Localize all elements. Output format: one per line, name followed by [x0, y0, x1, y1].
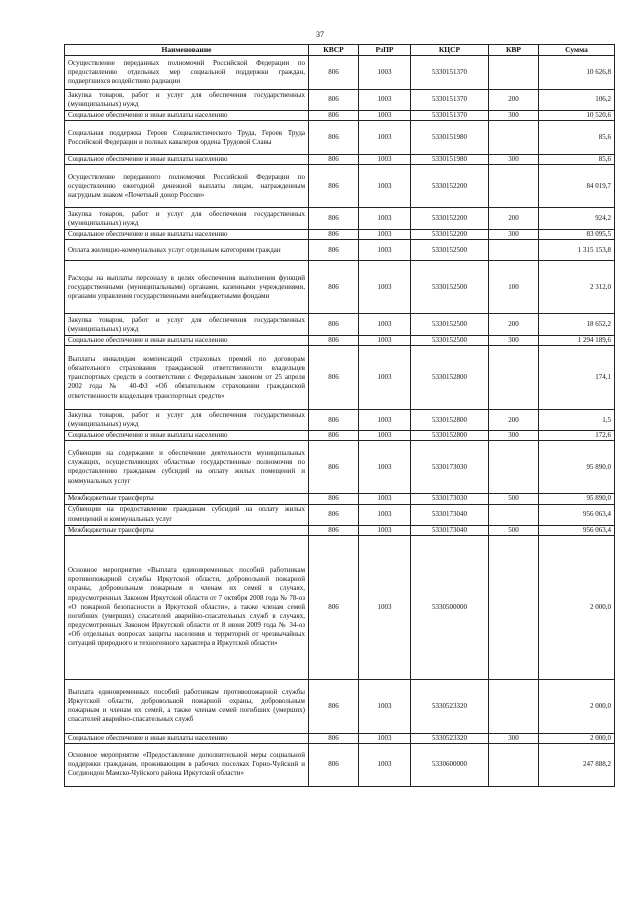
cell-sum: 10 520,6	[539, 111, 615, 121]
cell-kcsr: 5330523320	[411, 679, 489, 733]
cell-kvr	[489, 56, 539, 90]
table-row	[65, 230, 615, 240]
cell-rzpr: 1003	[359, 431, 411, 441]
cell-name: Расходы на выплаты персоналу в целях обеспечения выполнения функций государственными (муниципальными) органами, казенными учреждениями, органами управления государственными внебюджетными фондами	[65, 261, 309, 314]
cell-kcsr: 5330173030	[411, 441, 489, 494]
cell-kcsr: 5330152500	[411, 314, 489, 336]
table-row	[65, 733, 615, 743]
table-row	[65, 679, 615, 733]
cell-kvr: 200	[489, 410, 539, 431]
cell-name: Основное мероприятие «Выплата единовременных пособий работникам противопожарной службы Иркутской области, добровольной пожарной охраны, добровольным пожарным и членам их семей в случаях, предусмотренных Законом Иркутской области от 7 октября 2008 года № 78-оз «О пожарной безопасности в Иркутской области», а также членам семей погибших (умерших) спасателей аварийно-спасательных служб в случаях, предусмотренных Законом Иркутской области от 8 июня 2009 года № 34-оз «Об отдельных вопросах защиты населения и территорий от чрезвычайных ситуаций природного и техногенного характера в Иркутской области»	[65, 535, 309, 679]
cell-rzpr: 1003	[359, 240, 411, 261]
cell-kvsr: 806	[309, 240, 359, 261]
cell-sum: 174,1	[539, 346, 615, 410]
cell-kvr: 300	[489, 733, 539, 743]
cell-kvsr: 806	[309, 441, 359, 494]
cell-kvr	[489, 165, 539, 208]
header-kvsr: КВСР	[309, 45, 359, 56]
table-row	[65, 504, 615, 525]
cell-name: Закупка товаров, работ и услуг для обеспечения государственных (муниципальных) нужд	[65, 208, 309, 230]
cell-name: Социальное обеспечение и иные выплаты населению	[65, 733, 309, 743]
cell-kcsr: 5330151370	[411, 111, 489, 121]
table-row	[65, 165, 615, 208]
cell-sum: 10 626,8	[539, 56, 615, 90]
cell-name: Закупка товаров, работ и услуг для обеспечения государственных (муниципальных) нужд	[65, 314, 309, 336]
cell-kvr	[489, 121, 539, 155]
cell-kvr	[489, 441, 539, 494]
cell-rzpr: 1003	[359, 441, 411, 494]
cell-name: Выплата единовременных пособий работникам противопожарной службы Иркутской области, добровольной пожарной охраны, добровольным пожарным и членам их семей, а также членам семей погибших (умерших) спасателей аварийно-спасательных служб	[65, 679, 309, 733]
cell-name: Субвенции на предоставление гражданам субсидий на оплату жилых помещений и коммунальных услуг	[65, 504, 309, 525]
budget-table	[64, 44, 615, 787]
cell-name: Социальная поддержка Героев Социалистического Труда, Героев Труда Российской Федерации и полных кавалеров ордена Трудовой Славы	[65, 121, 309, 155]
cell-name: Межбюджетные трансферты	[65, 494, 309, 504]
cell-kvsr: 806	[309, 230, 359, 240]
cell-rzpr: 1003	[359, 56, 411, 90]
table-row	[65, 441, 615, 494]
cell-rzpr: 1003	[359, 230, 411, 240]
cell-kvsr: 806	[309, 90, 359, 111]
cell-rzpr: 1003	[359, 535, 411, 679]
table-header-row	[65, 45, 615, 56]
cell-kcsr: 5330173040	[411, 504, 489, 525]
cell-name: Осуществление переданных полномочий Российской Федерации по предоставлению отдельных мер социальной поддержки граждан, подвергшихся воздействию радиации	[65, 56, 309, 90]
cell-sum: 956 063,4	[539, 525, 615, 535]
cell-sum: 2 000,0	[539, 535, 615, 679]
cell-sum: 172,6	[539, 431, 615, 441]
cell-sum: 1,5	[539, 410, 615, 431]
cell-kvr: 300	[489, 336, 539, 346]
cell-kvr	[489, 504, 539, 525]
table-row	[65, 336, 615, 346]
cell-rzpr: 1003	[359, 208, 411, 230]
table-body	[65, 56, 615, 787]
cell-kvsr: 806	[309, 208, 359, 230]
table-row	[65, 240, 615, 261]
cell-rzpr: 1003	[359, 155, 411, 165]
cell-kcsr: 5330151370	[411, 90, 489, 111]
cell-kvsr: 806	[309, 679, 359, 733]
cell-kvr	[489, 743, 539, 786]
cell-kvr: 200	[489, 90, 539, 111]
cell-kvsr: 806	[309, 155, 359, 165]
header-kcsr: КЦСР	[411, 45, 489, 56]
table-row	[65, 410, 615, 431]
cell-kvr: 200	[489, 314, 539, 336]
cell-kvsr: 806	[309, 525, 359, 535]
table-row	[65, 494, 615, 504]
cell-sum: 85,6	[539, 155, 615, 165]
table-row	[65, 431, 615, 441]
header-sum: Сумма	[539, 45, 615, 56]
table-row	[65, 155, 615, 165]
cell-rzpr: 1003	[359, 111, 411, 121]
cell-sum: 85,6	[539, 121, 615, 155]
cell-kcsr: 5330151980	[411, 121, 489, 155]
cell-name: Социальное обеспечение и иные выплаты населению	[65, 336, 309, 346]
cell-kvr	[489, 240, 539, 261]
cell-rzpr: 1003	[359, 525, 411, 535]
cell-kvsr: 806	[309, 535, 359, 679]
cell-name: Межбюджетные трансферты	[65, 525, 309, 535]
table-row	[65, 314, 615, 336]
cell-sum: 83 095,5	[539, 230, 615, 240]
table-row	[65, 743, 615, 786]
cell-kvsr: 806	[309, 261, 359, 314]
cell-name: Социальное обеспечение и иные выплаты населению	[65, 111, 309, 121]
cell-sum: 95 890,0	[539, 441, 615, 494]
cell-name: Социальное обеспечение и иные выплаты населению	[65, 155, 309, 165]
table-row	[65, 535, 615, 679]
cell-kvr	[489, 346, 539, 410]
cell-sum: 2 000,0	[539, 733, 615, 743]
cell-name: Социальное обеспечение и иные выплаты населению	[65, 431, 309, 441]
cell-sum: 924,2	[539, 208, 615, 230]
cell-kcsr: 5330152500	[411, 336, 489, 346]
cell-kvsr: 806	[309, 314, 359, 336]
cell-rzpr: 1003	[359, 679, 411, 733]
cell-kvr: 300	[489, 431, 539, 441]
cell-rzpr: 1003	[359, 733, 411, 743]
cell-sum: 106,2	[539, 90, 615, 111]
cell-kvr: 200	[489, 208, 539, 230]
cell-kcsr: 5330152200	[411, 165, 489, 208]
cell-name: Основное мероприятие «Предоставление дополнительной меры социальной поддержки гражданам, проживающим в рабочих поселках Горно-Чуйский и Согдиондон Мамско-Чуйского района Иркутской области»	[65, 743, 309, 786]
cell-kcsr: 5330152500	[411, 240, 489, 261]
cell-kcsr: 5330173040	[411, 525, 489, 535]
cell-kcsr: 5330152800	[411, 431, 489, 441]
cell-rzpr: 1003	[359, 336, 411, 346]
cell-rzpr: 1003	[359, 165, 411, 208]
page-number: 37	[316, 30, 324, 39]
cell-kcsr: 5330500000	[411, 535, 489, 679]
cell-kcsr: 5330523320	[411, 733, 489, 743]
cell-rzpr: 1003	[359, 90, 411, 111]
cell-sum: 18 652,2	[539, 314, 615, 336]
cell-rzpr: 1003	[359, 410, 411, 431]
cell-kvr: 300	[489, 155, 539, 165]
cell-name: Социальное обеспечение и иные выплаты населению	[65, 230, 309, 240]
cell-kvsr: 806	[309, 121, 359, 155]
cell-sum: 95 890,0	[539, 494, 615, 504]
cell-kcsr: 5330152800	[411, 410, 489, 431]
cell-name: Закупка товаров, работ и услуг для обеспечения государственных (муниципальных) нужд	[65, 410, 309, 431]
cell-kvsr: 806	[309, 733, 359, 743]
cell-sum: 1 315 153,8	[539, 240, 615, 261]
cell-kcsr: 5330152500	[411, 261, 489, 314]
table-row	[65, 111, 615, 121]
cell-kvsr: 806	[309, 56, 359, 90]
cell-rzpr: 1003	[359, 346, 411, 410]
cell-rzpr: 1003	[359, 494, 411, 504]
cell-sum: 247 888,2	[539, 743, 615, 786]
table-row	[65, 121, 615, 155]
header-name: Наименование	[65, 45, 309, 56]
cell-sum: 1 294 189,6	[539, 336, 615, 346]
cell-kvsr: 806	[309, 504, 359, 525]
header-rzpr: РзПР	[359, 45, 411, 56]
cell-kcsr: 5330152200	[411, 230, 489, 240]
cell-kvr: 300	[489, 230, 539, 240]
table-row	[65, 525, 615, 535]
cell-kvr: 500	[489, 494, 539, 504]
cell-kvsr: 806	[309, 494, 359, 504]
cell-kcsr: 5330600000	[411, 743, 489, 786]
cell-rzpr: 1003	[359, 504, 411, 525]
table-row	[65, 261, 615, 314]
cell-kvsr: 806	[309, 111, 359, 121]
table-row	[65, 90, 615, 111]
cell-kcsr: 5330173030	[411, 494, 489, 504]
cell-kvsr: 806	[309, 336, 359, 346]
cell-sum: 84 019,7	[539, 165, 615, 208]
cell-kvsr: 806	[309, 165, 359, 208]
cell-kvr: 500	[489, 525, 539, 535]
cell-kcsr: 5330151980	[411, 155, 489, 165]
cell-rzpr: 1003	[359, 743, 411, 786]
cell-rzpr: 1003	[359, 261, 411, 314]
cell-name: Осуществление переданного полномочия Российской Федерации по осуществлению ежегодной денежной выплаты лицам, награжденным нагрудным знаком «Почетный донор России»	[65, 165, 309, 208]
cell-kcsr: 5330152800	[411, 346, 489, 410]
cell-kvsr: 806	[309, 431, 359, 441]
table-row	[65, 56, 615, 90]
cell-name: Оплата жилищно-коммунальных услуг отдельным категориям граждан	[65, 240, 309, 261]
cell-kvsr: 806	[309, 743, 359, 786]
cell-kvr	[489, 535, 539, 679]
cell-kvr: 300	[489, 111, 539, 121]
cell-sum: 956 063,4	[539, 504, 615, 525]
cell-rzpr: 1003	[359, 121, 411, 155]
cell-rzpr: 1003	[359, 314, 411, 336]
cell-sum: 2 000,0	[539, 679, 615, 733]
cell-kcsr: 5330151370	[411, 56, 489, 90]
cell-kcsr: 5330152200	[411, 208, 489, 230]
cell-sum: 2 312,0	[539, 261, 615, 314]
cell-name: Выплаты инвалидам компенсаций страховых премий по договорам обязательного страхования гражданской ответственности владельцев транспортных средств в соответствии с Федеральным законом от 25 апреля 2002 года № 40-ФЗ «Об обязательном страховании гражданской ответственности владельцев транспортных средств»	[65, 346, 309, 410]
cell-name: Субвенции на содержание и обеспечение деятельности муниципальных служащих, осуществляющих областные государственные полномочия по предоставлению гражданам субсидий на оплату жилых помещений и коммунальных услуг	[65, 441, 309, 494]
cell-kvr: 100	[489, 261, 539, 314]
cell-kvsr: 806	[309, 346, 359, 410]
table-row	[65, 346, 615, 410]
table-row	[65, 208, 615, 230]
cell-kvsr: 806	[309, 410, 359, 431]
cell-name: Закупка товаров, работ и услуг для обеспечения государственных (муниципальных) нужд	[65, 90, 309, 111]
header-kvr: КВР	[489, 45, 539, 56]
cell-kvr	[489, 679, 539, 733]
